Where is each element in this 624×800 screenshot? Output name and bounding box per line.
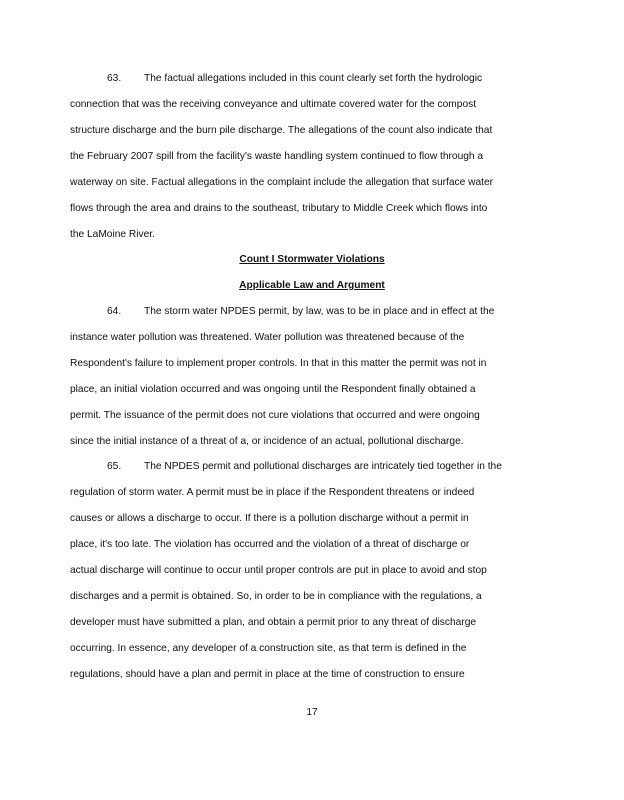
text-line: since the initial instance of a threat of a, or incidence of an actual, pollutional discharge. [70, 436, 464, 447]
text-line: The NPDES permit and pollutional discharges are intricately tied together in the [144, 461, 502, 472]
text-line: flows through the area and drains to the southeast, tributary to Middle Creek which flows into [70, 203, 488, 214]
text-line: actual discharge will continue to occur until proper controls are put in place to avoid and stop [70, 565, 487, 576]
text-line: waterway on site. Factual allegations in the complaint include the allegation that surface water [70, 177, 494, 188]
text-line: permit. The issuance of the permit does not cure violations that occurred and were ongoing [70, 410, 480, 421]
text-line: place, it's too late. The violation has occurred and the violation of a threat of discharge or [70, 539, 470, 550]
text-line: regulation of storm water. A permit must be in place if the Respondent threatens or indeed [70, 487, 475, 498]
text-line: The factual allegations included in this count clearly set forth the hydrologic [144, 73, 483, 84]
page-number: 17 [306, 707, 318, 718]
text-line: occurring. In essence, any developer of a construction site, as that term is defined in the [70, 643, 467, 654]
text-line: the February 2007 spill from the facility's waste handling system continued to flow through a [70, 151, 484, 162]
section-subheading: Applicable Law and Argument [239, 280, 385, 291]
paragraph-number: 63. [107, 73, 122, 84]
paragraph-number: 65. [107, 461, 122, 472]
paragraph-number: 64. [107, 306, 122, 317]
text-line: discharges and a permit is obtained. So, in order to be in compliance with the regulations, a [70, 591, 482, 602]
text-line: the LaMoine River. [70, 229, 155, 240]
text-line: place, an initial violation occurred and was ongoing until the Respondent finally obtained a [70, 384, 476, 395]
text-line: instance water pollution was threatened. Water pollution was threatened because of the [70, 332, 465, 343]
text-line: The storm water NPDES permit, by law, was to be in place and in effect at the [144, 306, 495, 317]
text-line: developer must have submitted a plan, and obtain a permit prior to any threat of discharge [70, 617, 477, 628]
text-line: connection that was the receiving conveyance and ultimate covered water for the compost [70, 99, 477, 110]
text-line: causes or allows a discharge to occur. If there is a pollution discharge without a permit in [70, 513, 469, 524]
section-heading: Count I Stormwater Violations [239, 254, 385, 265]
text-line: regulations, should have a plan and permit in place at the time of construction to ensure [70, 669, 465, 680]
text-line: structure discharge and the burn pile discharge. The allegations of the count also indicate that [70, 125, 493, 136]
text-line: Respondent's failure to implement proper controls. In that in this matter the permit was not in [70, 358, 487, 369]
